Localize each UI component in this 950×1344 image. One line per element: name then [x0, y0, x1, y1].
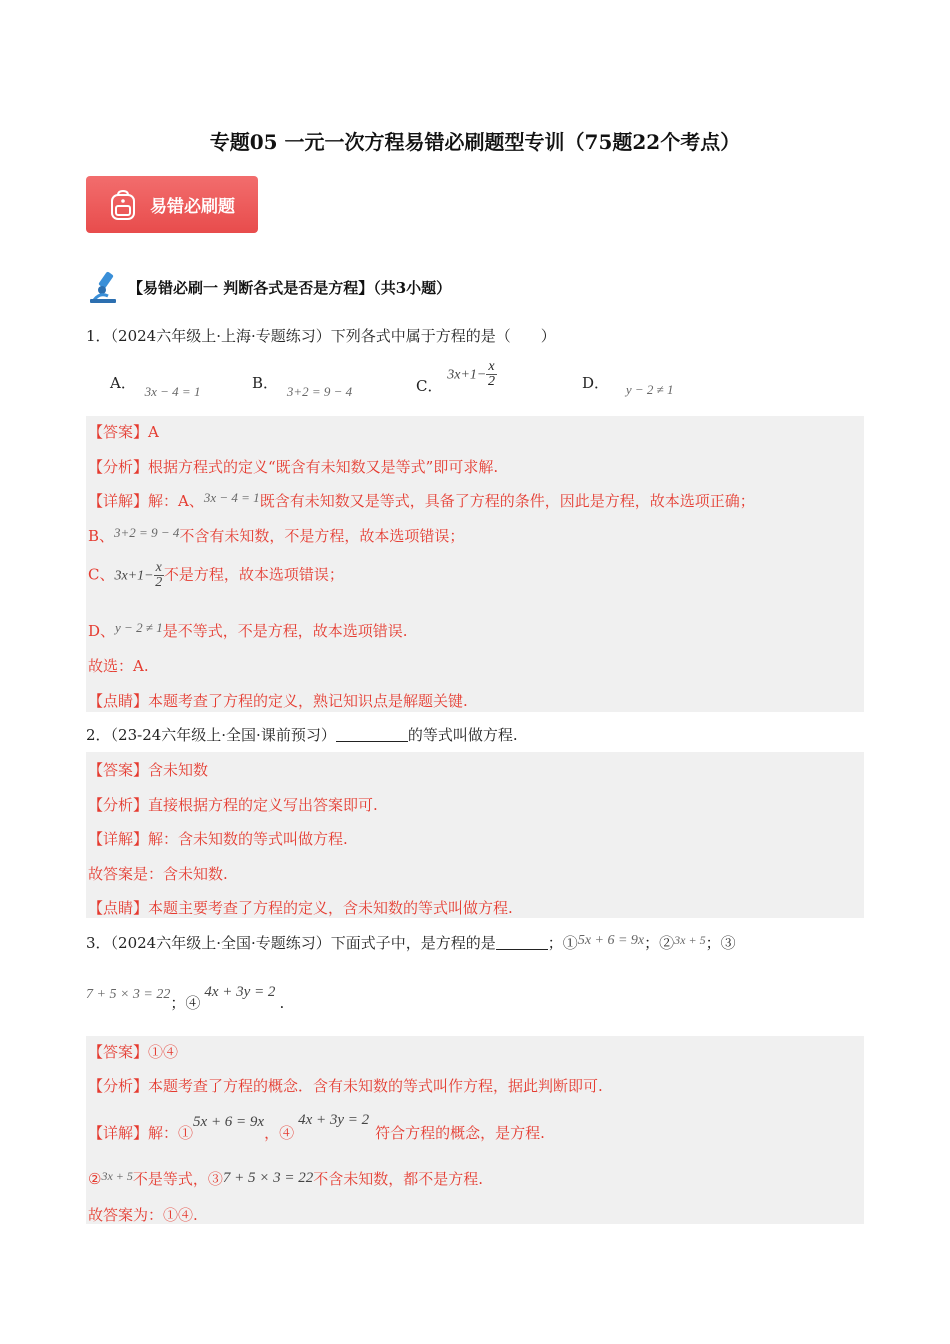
option-b: B． 3+2 = 9 − 4 [252, 374, 353, 399]
section-badge [86, 176, 258, 233]
answer-block-1 [86, 416, 864, 712]
microscope-icon [86, 270, 126, 304]
answer-block-3 [86, 1036, 864, 1224]
section-title: 【易错必刷一 判断各式是否是方程】（共3小题） [128, 278, 452, 297]
point-line: 【点睛】本题主要考查了方程的定义，含未知数的等式叫做方程. [88, 899, 513, 917]
section-heading [86, 270, 451, 304]
choice-line: 故选：A. [88, 657, 149, 675]
page-title: 专题05 一元一次方程易错必刷题型专训（75题22个考点） [209, 130, 741, 154]
option-d: D． y − 2 ≠ 1 [582, 374, 674, 397]
backpack-icon [106, 188, 140, 222]
point-line: 【点睛】本题考查了方程的定义，熟记知识点是解题关键. [88, 692, 468, 710]
badge-label: 易错必刷题 [150, 197, 235, 217]
answer-line: 【答案】A [88, 423, 159, 441]
question-1 [86, 325, 556, 346]
answer-line: 【答案】含未知数 [88, 761, 209, 779]
detail-line-b: B、3+2 = 9 − 4不含有未知数，不是方程，故本选项错误； [88, 525, 465, 545]
question-3-line-2: 7 + 5 × 3 = 22；④4x + 3y = 2. [86, 984, 285, 1012]
final-line: 故答案为：①④. [88, 1206, 198, 1224]
question-2: 2．（23-24六年级上·全国·课前预习） 的等式叫做方程. [86, 726, 518, 744]
blank-line[interactable] [496, 935, 548, 950]
analysis-line: 【分析】本题考查了方程的概念．含有未知数的等式叫作方程，据此判断即可. [88, 1077, 603, 1095]
analysis-line: 【分析】直接根据方程的定义写出答案即可. [88, 796, 378, 814]
answer-block-2 [86, 752, 864, 918]
blank-line[interactable] [336, 727, 408, 742]
question-3: 3．（2024六年级上·全国·专题练习）下面式子中，是方程的是 ；①5x + 6 = 9x；②$^{3x + 5}$；③ [86, 933, 736, 952]
detail-line-d: D、y − 2 ≠ 1是不等式，不是方程，故本选项错误. [88, 620, 408, 640]
option-c: C． 3x+1− $\frac{x}{2}$ [416, 359, 495, 395]
fraction: $\frac{x}{2}$ [155, 560, 163, 590]
question-number: 1． [86, 327, 111, 345]
detail-line-c: C、3x+1− $\frac{x}{2}$ 不是方程，故本选项错误； [88, 560, 344, 590]
option-a: A． 3x − 4 = 1 [110, 374, 201, 399]
fraction: $\frac{x}{2}$ [487, 359, 495, 389]
final-line: 故答案是：含未知数. [88, 865, 228, 883]
detail-line: 【详解】解：含未知数的等式叫做方程. [88, 830, 348, 848]
question-source: （2024六年级上·上海·专题练习） [110, 327, 331, 345]
question-stem: 下列各式中属于方程的是（ ） [330, 327, 556, 345]
analysis-line: 【分析】根据方程式的定义“既含有未知数又是等式”即可求解. [88, 458, 499, 476]
detail-line-a: 【详解】解：A、3x − 4 = 1既含有未知数又是等式，具备了方程的条件，因此是方程，故本选项正确； [88, 490, 755, 510]
answer-line: 【答案】①④ [88, 1043, 179, 1061]
detail-line-1: 【详解】解：①5x + 6 = 9x，④4x + 3y = 2符合方程的概念，是方程. [88, 1112, 545, 1142]
detail-line-2: ②$^{3x + 5}$不是等式，③7 + 5 × 3 = 22不含未知数，都不是方程. [88, 1169, 484, 1188]
